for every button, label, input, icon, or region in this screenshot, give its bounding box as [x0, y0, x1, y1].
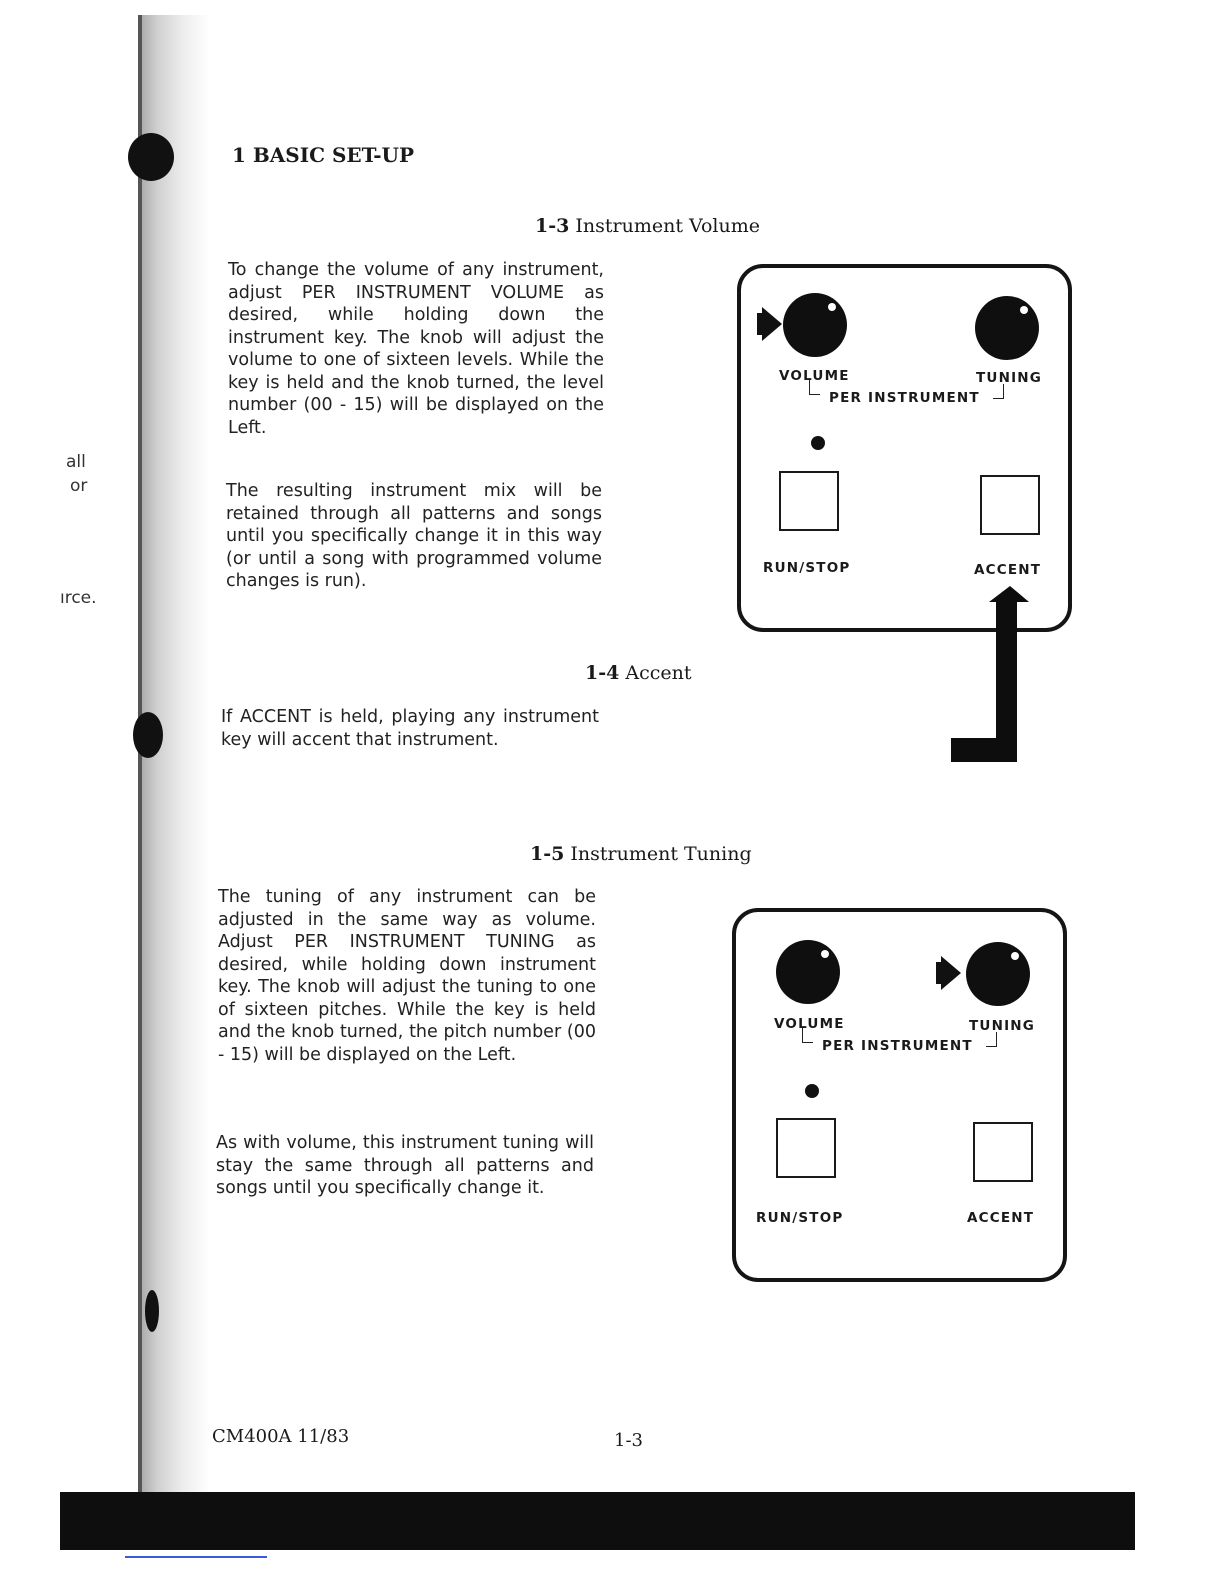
page-number: 1-3 — [614, 1430, 643, 1451]
tuning-knob[interactable] — [975, 296, 1039, 360]
accent-heading-number: 1-4 — [585, 662, 620, 684]
accent-arrow-icon — [945, 580, 1035, 765]
per-instrument-label: PER INSTRUMENT — [822, 1038, 973, 1054]
tuning-heading — [530, 843, 752, 865]
run-led — [805, 1084, 819, 1098]
margin-fragment: all — [66, 452, 86, 472]
accent-heading — [585, 662, 692, 684]
bracket-right — [993, 384, 1004, 399]
bracket-right — [986, 1032, 997, 1047]
tuning-knob[interactable] — [966, 942, 1030, 1006]
per-instrument-label: PER INSTRUMENT — [829, 390, 980, 406]
tuning-label: TUNING — [976, 370, 1043, 386]
tuning-heading-number: 1-5 — [530, 843, 565, 865]
accent-button[interactable] — [980, 475, 1040, 535]
run-led — [811, 436, 825, 450]
volume-paragraph-2: The resulting instrument mix will be retained through all patterns and songs until you specifically change it in this way (or until a song with programmed volume changes is run). — [226, 481, 602, 591]
run-stop-label: RUN/STOP — [756, 1210, 844, 1226]
bracket-left — [802, 1028, 813, 1043]
volume-label: VOLUME — [774, 1016, 845, 1032]
arrow-pointer-icon — [941, 956, 961, 990]
margin-fragment: or — [70, 476, 88, 496]
accent-heading-title: Accent — [625, 662, 692, 684]
punch-hole-middle — [133, 712, 163, 758]
accent-paragraph: If ACCENT is held, playing any instrument key will accent that instrument. — [221, 707, 599, 750]
section-title: 1 BASIC SET-UP — [232, 143, 415, 167]
run-stop-button[interactable] — [779, 471, 839, 531]
volume-heading-number: 1-3 — [535, 215, 570, 237]
control-panel-tuning — [732, 908, 1067, 1282]
scan-bottom-bar — [60, 1492, 1135, 1550]
scan-artifact-line — [125, 1556, 267, 1558]
tuning-label: TUNING — [969, 1018, 1036, 1034]
document-code: CM400A 11/83 — [212, 1426, 350, 1447]
control-panel-volume — [737, 264, 1072, 632]
accent-label: ACCENT — [967, 1210, 1035, 1226]
accent-label: ACCENT — [974, 562, 1042, 578]
margin-fragment: ırce. — [60, 588, 97, 608]
volume-heading — [535, 215, 760, 237]
volume-heading-title: Instrument Volume — [575, 215, 760, 237]
accent-button[interactable] — [973, 1122, 1033, 1182]
tuning-heading-title: Instrument Tuning — [570, 843, 752, 865]
bracket-left — [809, 380, 820, 395]
volume-paragraph-1: To change the volume of any instrument, adjust PER INSTRUMENT VOLUME as desired, while holding down the instrument key. The knob will adjust the volume to one of sixteen levels. While the key is held and the knob turned, the level number (00 - 15) will be displayed on the Left. — [228, 260, 604, 438]
volume-knob[interactable] — [776, 940, 840, 1004]
run-stop-button[interactable] — [776, 1118, 836, 1178]
tuning-paragraph-1: The tuning of any instrument can be adjusted in the same way as volume. Adjust PER INSTRUMENT TUNING as desired, while holding down instrument key. The knob will adjust the tuning to one of sixteen pitches. While the key is held and the knob turned, the pitch number (00 - 15) will be displayed on the Left. — [218, 887, 596, 1065]
volume-knob[interactable] — [783, 293, 847, 357]
volume-label: VOLUME — [779, 368, 850, 384]
arrow-pointer-icon — [762, 307, 782, 341]
run-stop-label: RUN/STOP — [763, 560, 851, 576]
punch-hole-bottom — [145, 1290, 159, 1332]
punch-hole-top — [128, 133, 174, 181]
tuning-paragraph-2: As with volume, this instrument tuning will stay the same through all patterns and songs until you specifically change it. — [216, 1133, 594, 1198]
